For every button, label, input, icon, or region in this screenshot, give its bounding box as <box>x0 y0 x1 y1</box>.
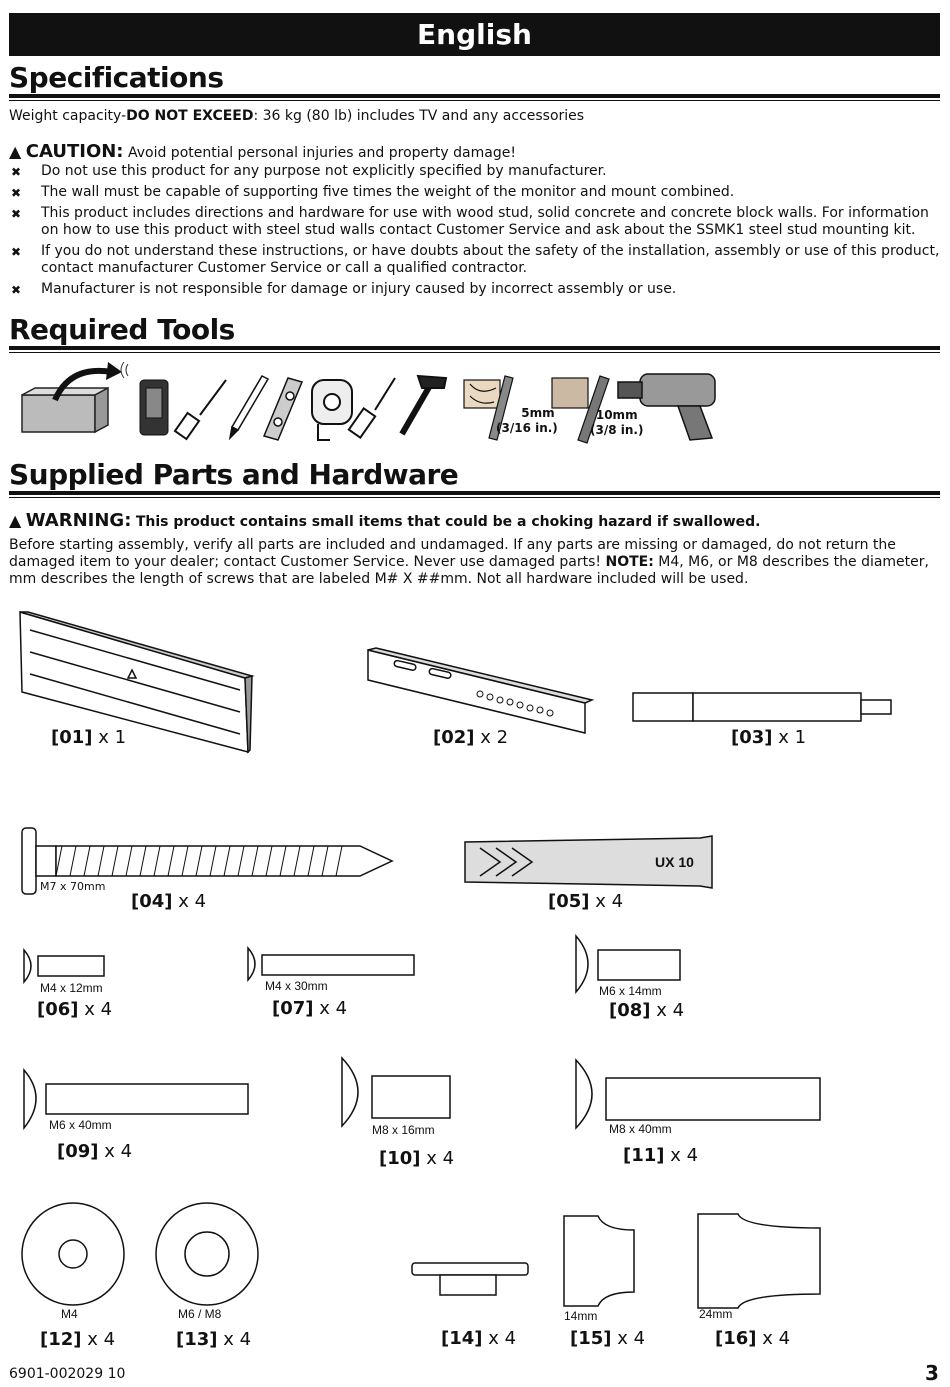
required-tools-heading: Required Tools <box>9 313 235 346</box>
x-bullet-icon: ✖ <box>11 207 22 221</box>
spacer-14mm-icon <box>564 1216 634 1306</box>
x-bullet-icon: ✖ <box>11 283 22 297</box>
list-item: ✖ If you do not understand these instructions, or have doubts about the safety of the installation, assembly or use of this product, contact manufacturer Customer Service or call a qualified contractor. <box>11 243 940 276</box>
page-number: 3 <box>925 1361 939 1385</box>
part-size-11: M8 x 40mm <box>609 1122 672 1136</box>
part-label-07: [07] x 4 <box>272 998 348 1019</box>
part-size-08: M6 x 14mm <box>599 984 662 998</box>
list-item: ✖ Manufacturer is not responsible for damage or injury caused by incorrect assembly or use. <box>11 281 677 297</box>
part-size-04: M7 x 70mm <box>40 880 106 893</box>
part-label-08: [08] x 4 <box>609 1000 685 1021</box>
specifications-heading: Specifications <box>9 61 224 94</box>
list-item: ✖ The wall must be capable of supporting five times the weight of the monitor and mount combined. <box>11 184 735 200</box>
part-label-12: [12] x 4 <box>40 1329 116 1350</box>
part-size-15: 14mm <box>564 1309 598 1323</box>
part-label-14: [14] x 4 <box>441 1328 517 1349</box>
warning-triangle-icon: ▲ <box>9 511 22 530</box>
caution-label: CAUTION: <box>25 141 124 162</box>
part-size-10: M8 x 16mm <box>372 1123 435 1137</box>
part-label-04: [04] x 4 <box>131 891 207 912</box>
part-label-16: [16] x 4 <box>715 1328 791 1349</box>
weight-suffix: : 36 kg (80 lb) includes TV and any accessories <box>253 108 585 124</box>
part-label-09: [09] x 4 <box>57 1141 133 1162</box>
list-item: ✖ This product includes directions and hardware for use with wood stud, solid concrete and concrete block walls. For information on how to use this product with steel stud walls contact Customer Service and ask about the SSMK1 steel stud mounting kit. <box>11 205 929 238</box>
spacer-24mm-icon <box>698 1214 820 1308</box>
weight-prefix: Weight capacity- <box>9 108 127 124</box>
screw-m4-12-icon <box>24 950 104 982</box>
part-label-06: [06] x 4 <box>37 999 113 1020</box>
x-bullet-icon: ✖ <box>11 186 22 200</box>
part-size-13: M6 / M8 <box>178 1307 222 1321</box>
part-size-07: M4 x 30mm <box>265 979 328 993</box>
part-size-16: 24mm <box>699 1307 733 1321</box>
part-label-11: [11] x 4 <box>623 1145 699 1166</box>
caution-text: Avoid potential personal injuries and property damage! <box>127 145 516 161</box>
drill-bit-large-label: 10mm (3/8 in.) <box>590 408 644 437</box>
part-size-12: M4 <box>61 1307 78 1321</box>
hex-bit-icon <box>633 693 891 721</box>
part-size-05: UX 10 <box>655 854 694 870</box>
x-bullet-icon: ✖ <box>11 245 22 259</box>
warning-triangle-icon: ▲ <box>9 142 22 161</box>
supplied-parts-heading: Supplied Parts and Hardware <box>9 458 459 491</box>
part-size-09: M6 x 40mm <box>49 1118 112 1132</box>
clip-icon <box>412 1263 528 1295</box>
screw-m8-40-icon <box>576 1060 820 1128</box>
part-label-02: [02] x 2 <box>433 727 509 748</box>
warning-label: WARNING: <box>25 510 132 531</box>
washer-m6-m8-icon <box>156 1203 258 1305</box>
x-bullet-icon: ✖ <box>11 165 22 179</box>
drill-bit-small-label: 5mm (3/16 in.) <box>496 406 558 435</box>
part-size-06: M4 x 12mm <box>40 981 103 995</box>
part-label-13: [13] x 4 <box>176 1329 252 1350</box>
screw-m4-30-icon <box>248 948 414 980</box>
part-label-10: [10] x 4 <box>379 1148 455 1169</box>
screw-m8-16-icon <box>342 1058 450 1126</box>
part-label-03: [03] x 1 <box>731 727 807 748</box>
list-item: ✖ Do not use this product for any purpose not explicitly specified by manufacturer. <box>11 163 607 179</box>
part-label-01: [01] x 1 <box>51 727 127 748</box>
warning-text: This product contains small items that could be a choking hazard if swallowed. <box>135 514 761 530</box>
part-label-05: [05] x 4 <box>548 891 624 912</box>
parts-intro: Before starting assembly, verify all parts are included and undamaged. If any parts are missing or damaged, do not return the damaged item to your dealer; contact Customer Service. Never use damaged parts! NOTE: M4, M6, or M8 describes the diameter, mm describes the length of screws that are labeled M# X ##mm. Not all hardware included will be used. <box>9 537 929 587</box>
language-banner: English <box>9 13 940 56</box>
doc-number: 6901-002029 10 <box>9 1366 126 1382</box>
weight-bold: DO NOT EXCEED <box>126 108 254 124</box>
washer-m4-icon <box>22 1203 124 1305</box>
part-label-15: [15] x 4 <box>570 1328 646 1349</box>
